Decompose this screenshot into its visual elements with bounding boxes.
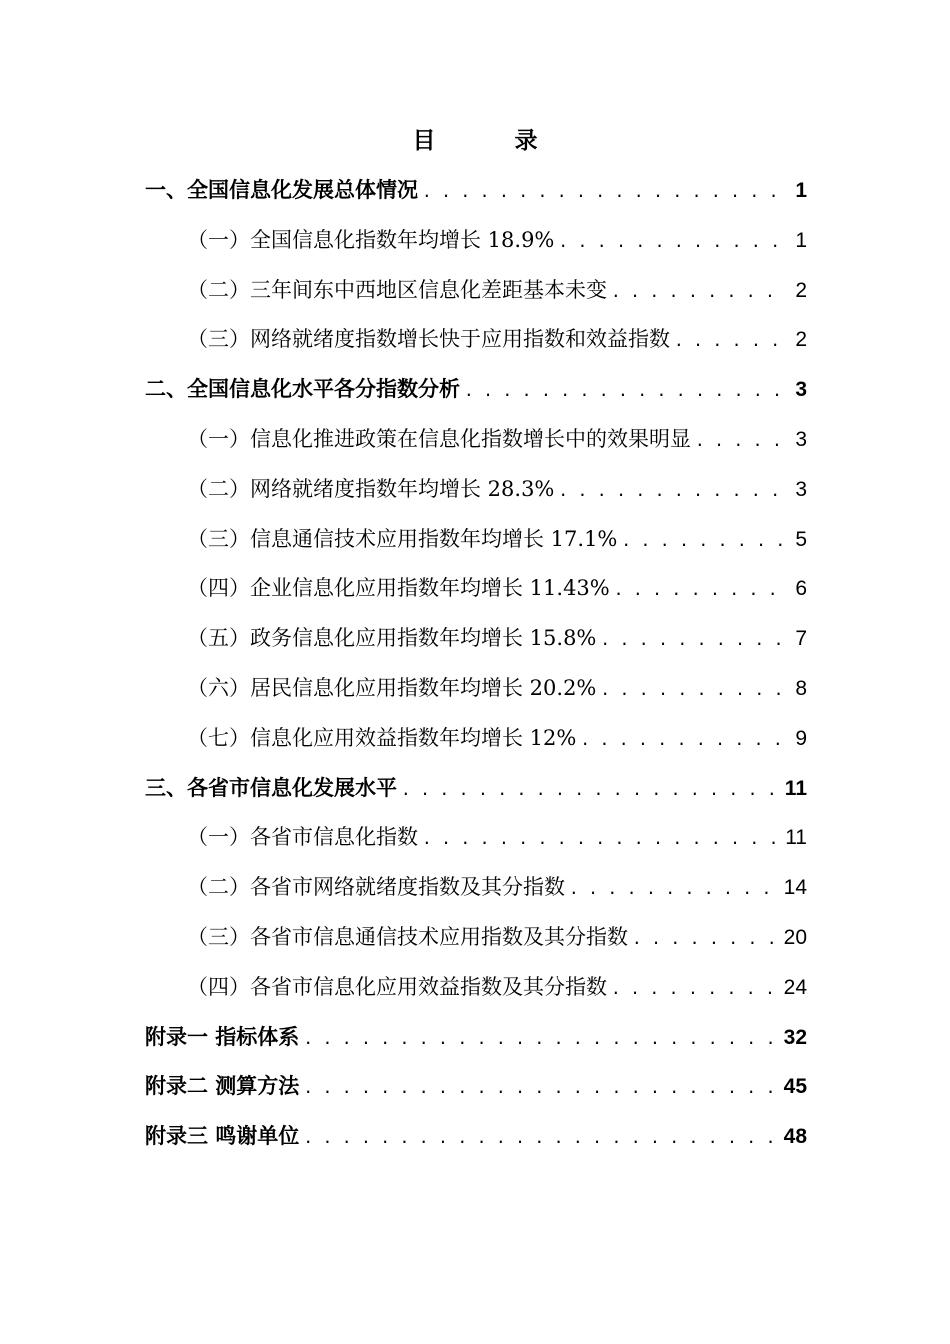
toc-section-entry[interactable] [145,1062,807,1112]
toc-subsection-entry[interactable] [145,564,807,614]
toc-subsection-entry[interactable] [145,863,807,913]
toc-subsection-entry[interactable] [145,315,807,365]
toc-subsection-entry[interactable] [145,913,807,963]
toc-page-number: 20 [783,925,807,949]
toc-subsection-entry[interactable] [145,266,807,316]
dot-leader [303,1063,777,1113]
toc-subsection-entry[interactable] [145,614,807,664]
toc-entry-title: 三、各省市信息化发展水平 [145,775,397,800]
dot-leader [558,217,787,267]
toc-subsection-entry[interactable] [145,415,807,465]
toc-page-number: 6 [795,577,807,601]
toc-page-number: 3 [795,378,807,402]
toc-subsection-entry[interactable] [145,515,807,565]
toc-section-entry[interactable] [145,1112,807,1162]
toc-page-number: 32 [783,1025,807,1049]
toc-entry-title: 附录二 测算方法 [145,1074,300,1099]
dot-leader [303,1113,777,1163]
toc-page-number: 7 [795,627,807,651]
toc-page-number: 3 [795,427,807,451]
toc-entry-title: （二）网络就绪度指数年均增长 28.3% [187,476,555,501]
toc-subsection-entry[interactable] [145,963,807,1013]
dot-leader [303,1014,777,1064]
toc-entry-title: （五）政务信息化应用指数年均增长 15.8% [187,626,597,651]
toc-entry-title: 附录一 指标体系 [145,1024,300,1049]
toc-entry-title: （一）信息化推进政策在信息化指数增长中的效果明显 [187,426,691,451]
toc-page-number: 45 [783,1075,807,1099]
dot-leader [695,416,787,466]
dot-leader [464,366,787,416]
toc-entry-title: （一）全国信息化指数年均增长 18.9% [187,227,555,252]
dot-leader [611,267,787,317]
toc-entry-title: （一）各省市信息化指数 [187,825,418,850]
dot-leader [674,316,787,366]
dot-leader [422,167,787,217]
toc-section-entry[interactable] [145,764,807,814]
toc-entry-title: （四）企业信息化应用指数年均增长 11.43% [187,576,610,601]
toc-page-number: 24 [783,975,807,999]
toc-entry-title: （二）各省市网络就绪度指数及其分指数 [187,875,565,900]
dot-leader [422,814,779,864]
dot-leader [611,964,778,1014]
toc-section-entry[interactable] [145,365,807,415]
toc-subsection-entry[interactable] [145,216,807,266]
toc-page-number: 11 [785,826,807,850]
dot-leader [621,516,787,566]
toc-page-number: 5 [795,527,807,551]
toc-subsection-entry[interactable] [145,465,807,515]
toc-page-number: 3 [795,477,807,501]
toc-entry-title: 附录三 鸣谢单位 [145,1124,300,1149]
toc-page-number: 2 [795,278,807,302]
toc-entry-title: 二、全国信息化水平各分指数分析 [145,377,460,402]
toc-title: 目 录 [412,128,566,154]
toc-page-number: 1 [795,179,807,202]
dot-leader [614,565,787,615]
toc-page-number: 9 [795,726,807,750]
toc-section-entry[interactable] [145,1013,807,1063]
toc-page-number: 11 [784,776,807,800]
toc-page-number: 8 [795,676,807,700]
dot-leader [580,715,787,765]
dot-leader [558,466,787,516]
toc-entry-title: （七）信息化应用效益指数年均增长 12% [187,725,577,750]
dot-leader [600,615,787,665]
dot-leader [632,914,778,964]
toc-subsection-entry[interactable] [145,714,807,764]
dot-leader [401,765,779,815]
toc-page-number: 14 [783,876,807,900]
toc-page-number: 1 [795,228,807,252]
toc-entry-title: （三）信息通信技术应用指数年均增长 17.1% [187,526,618,551]
toc-entry-title: （二）三年间东中西地区信息化差距基本未变 [187,277,607,302]
toc-entry-title: （三）各省市信息通信技术应用指数及其分指数 [187,924,628,949]
toc-section-entry[interactable] [145,166,807,216]
toc-entry-title: （四）各省市信息化应用效益指数及其分指数 [187,974,607,999]
dot-leader [600,665,787,715]
dot-leader [569,864,778,914]
toc-entry-title: 一、全国信息化发展总体情况 [145,178,418,202]
toc-page-number: 2 [795,328,807,352]
table-of-contents [145,166,807,1162]
toc-subsection-entry[interactable] [145,813,807,863]
toc-entry-title: （六）居民信息化应用指数年均增长 20.2% [187,675,597,700]
toc-subsection-entry[interactable] [145,664,807,714]
toc-entry-title: （三）网络就绪度指数增长快于应用指数和效益指数 [187,327,670,352]
toc-page-number: 48 [783,1125,807,1149]
